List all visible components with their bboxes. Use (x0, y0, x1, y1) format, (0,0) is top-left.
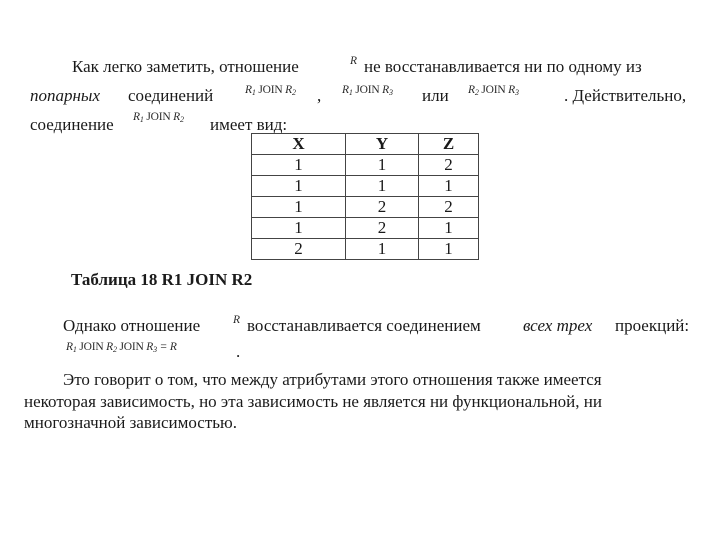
table-cell: 2 (346, 218, 419, 239)
para1-soedinenie: соединение (30, 115, 114, 134)
f-b-sub: 2 (291, 88, 296, 97)
f-b-sub: 2 (112, 345, 117, 354)
formula-r-symbol: R (233, 314, 240, 326)
f-b: R (173, 111, 180, 123)
header-cell-z: Z (419, 134, 479, 155)
table-cell: 2 (252, 239, 346, 260)
f-op: JOIN (481, 84, 506, 96)
formula-r (233, 313, 240, 327)
para1-italic-word (30, 86, 100, 106)
formula-r1-join-r2 (245, 83, 296, 100)
f-op: JOIN (355, 84, 380, 96)
f-op: JOIN (258, 84, 283, 96)
formula-r (350, 54, 357, 68)
f-b: R (382, 84, 389, 96)
header-cell-y: Y (346, 134, 419, 155)
f-a-sub: 1 (139, 115, 144, 124)
table-row (252, 155, 479, 176)
para1-imeet-vid: имеет вид: (210, 115, 288, 134)
table-cell: 1 (252, 155, 346, 176)
formula-r1-join-r2 (133, 110, 184, 127)
table-cell: 1 (419, 239, 479, 260)
f-op2: JOIN (119, 341, 144, 353)
table-cell: 2 (346, 197, 419, 218)
para1-word-soedinenii: соединений (128, 86, 214, 105)
para1-tail: . Действительно, (564, 86, 687, 105)
table-row (252, 176, 479, 197)
f-op1: JOIN (79, 341, 104, 353)
formula-r1-join-r3 (342, 83, 393, 100)
para3-line1: Это говорит о том, что между атрибутами этого отношения также имеется (63, 370, 602, 389)
f-b-sub: 3 (388, 88, 393, 97)
para2-italic (523, 316, 592, 336)
f-a: R (66, 341, 73, 353)
para1-text-b: не восстанавливается ни по одному из (364, 57, 642, 76)
formula-r1-join-r2-join-r3 (66, 340, 177, 357)
f-a-sub: 2 (474, 88, 479, 97)
table-cell: 1 (419, 176, 479, 197)
header-cell-x: X (252, 134, 346, 155)
italic-vseh-treh: всех трех (523, 316, 593, 335)
para3-line2: некоторая зависимость, но эта зависимость не является ни функциональной, ни (24, 392, 602, 411)
table-cell: 1 (346, 176, 419, 197)
formula-r2-join-r3 (468, 83, 519, 100)
data-table (251, 133, 479, 260)
f-a: R (133, 111, 140, 123)
f-a: R (245, 84, 252, 96)
para1-text-a: Как легко заметить, отношение (72, 57, 299, 76)
para3-line3: многозначной зависимостью. (24, 413, 237, 432)
para2-text-a: Однако отношение (63, 316, 201, 335)
table-cell: 1 (252, 218, 346, 239)
table-cell: 1 (419, 218, 479, 239)
para1-comma: , (317, 86, 322, 105)
f-b: R (508, 84, 515, 96)
table-caption: Таблица 18 R1 JOIN R2 (71, 270, 253, 289)
table-cell: 1 (252, 176, 346, 197)
f-a: R (468, 84, 475, 96)
table-row (252, 197, 479, 218)
table-cell: 1 (346, 155, 419, 176)
para2-text-c: проекций: (615, 316, 690, 335)
table-cell: 2 (419, 197, 479, 218)
table-row (252, 239, 479, 260)
table-cell: 1 (252, 197, 346, 218)
table-cell: 2 (419, 155, 479, 176)
f-a-sub: 1 (72, 345, 77, 354)
f-a-sub: 1 (251, 88, 256, 97)
f-b-sub: 3 (514, 88, 519, 97)
f-c-sub: 3 (153, 345, 157, 354)
table-cell: 1 (346, 239, 419, 260)
italic-popar: попарных (30, 86, 100, 105)
f-b-sub: 2 (179, 115, 184, 124)
f-a: R (342, 84, 349, 96)
f-c: R (146, 341, 154, 353)
f-op: JOIN (146, 111, 171, 123)
formula-r-symbol: R (350, 55, 357, 67)
para2-period: . (236, 342, 241, 361)
f-b: R (106, 341, 113, 353)
para2-text-b: восстанавливается соединением (247, 316, 481, 335)
f-a-sub: 1 (348, 88, 353, 97)
table-row (252, 218, 479, 239)
f-b: R (285, 84, 292, 96)
f-eq: = R (159, 341, 177, 353)
para1-or-word: или (422, 86, 449, 105)
table-header-row (252, 134, 479, 155)
